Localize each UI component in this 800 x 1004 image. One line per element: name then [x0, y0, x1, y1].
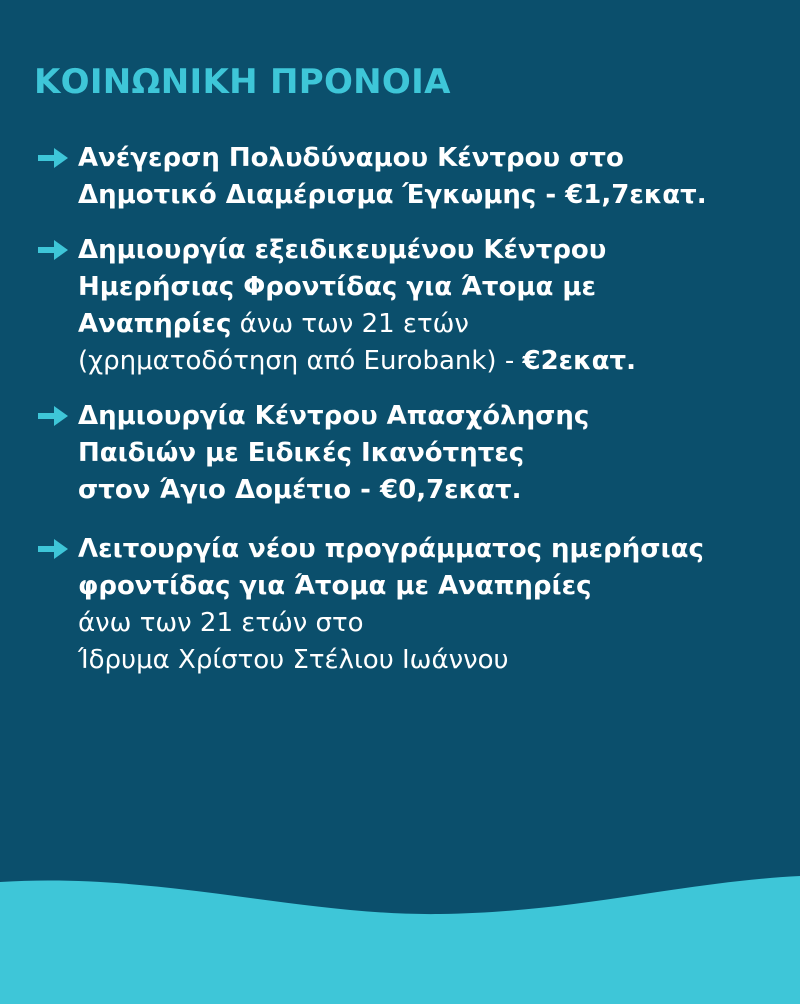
item-text: €2εκατ.	[522, 346, 636, 376]
item-text-line	[78, 140, 774, 177]
item-text-line	[78, 568, 774, 605]
item-text: Δημιουργία Κέντρου Απασχόλησης	[78, 401, 590, 431]
item-text-line	[78, 435, 774, 472]
item-text: Ίδρυμα Χρίστου Στέλιου Ιωάννου	[78, 645, 509, 675]
item-text-line	[78, 531, 774, 568]
item-text: Αναπηρίες	[78, 309, 232, 339]
arrow-right-icon	[36, 404, 70, 428]
item-text-line	[78, 269, 774, 306]
arrow-right-icon	[36, 146, 70, 170]
item-text: στον Άγιο Δομέτιο - €0,7εκατ.	[78, 475, 522, 505]
item-text-line	[78, 232, 774, 269]
list-item	[34, 531, 774, 679]
item-text-line	[78, 642, 774, 679]
item-text: Παιδιών με Ειδικές Ικανότητες	[78, 438, 525, 468]
list-item	[34, 398, 774, 509]
list-item	[34, 232, 774, 380]
item-text-line	[78, 605, 774, 642]
item-text-line	[78, 472, 774, 509]
item-text: Λειτουργία νέου προγράμματος ημερήσιας	[78, 534, 704, 564]
item-text-line	[78, 306, 774, 343]
arrow-right-icon	[36, 238, 70, 262]
item-text-line	[78, 177, 774, 214]
wave-shape	[0, 876, 800, 1004]
item-text-line	[78, 343, 774, 380]
item-text: φροντίδας για Άτομα με Αναπηρίες	[78, 571, 592, 601]
item-text: Δημιουργία εξειδικευμένου Κέντρου	[78, 235, 607, 265]
item-list	[34, 140, 774, 679]
arrow-right-icon	[36, 537, 70, 561]
item-text: (χρηματοδότηση από Eurobank) -	[78, 346, 523, 376]
item-text-line	[78, 398, 774, 435]
item-text: άνω των 21 ετών στο	[78, 608, 364, 638]
wave-decoration	[0, 854, 800, 1004]
item-text: Δημοτικό Διαμέρισμα Έγκωμης - €1,7εκατ.	[78, 180, 707, 210]
item-text: Ανέγερση Πολυδύναμου Κέντρου στο	[78, 143, 624, 173]
item-text: Ημερήσιας Φροντίδας για Άτομα με	[78, 272, 596, 302]
list-item	[34, 140, 774, 214]
page-title: ΚΟΙΝΩΝΙΚΗ ΠΡΟΝΟΙΑ	[34, 62, 451, 102]
item-text: άνω των 21 ετών	[231, 309, 469, 339]
